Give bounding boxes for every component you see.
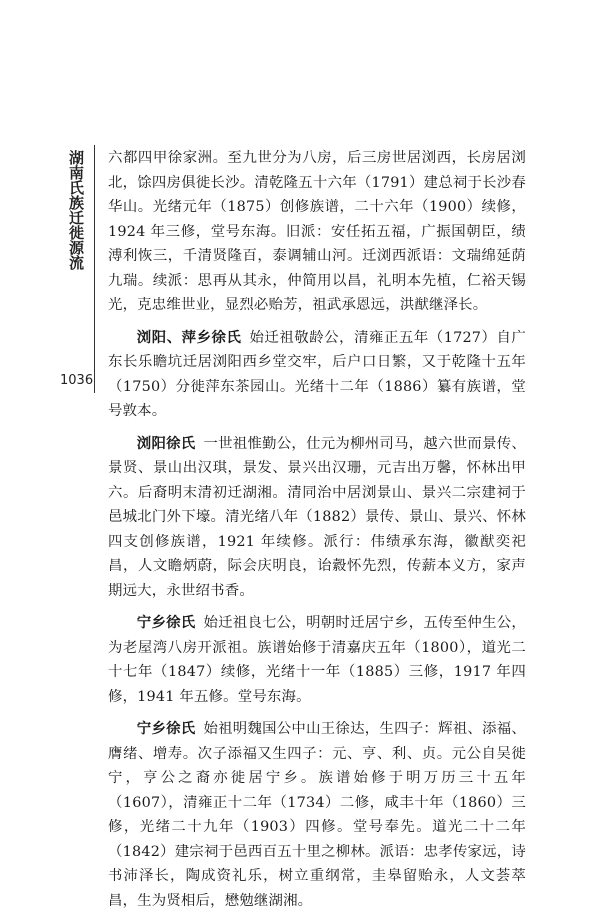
- main-text: [108, 146, 526, 921]
- entry-text: 始祖明魏国公中山王徐达，生四子：辉祖、添福、膺绪、增寿。次子添福又生四子：元、亨、利、贞。元公自吴徙宁，亨公之裔亦徙居宁乡。族谱始修于明万历三十五年（1607），清雍正十二年（1734）二修，咸丰十年（1860）三修，光绪二十九年（1903）四修。堂号奉先。道光二十二年（1842）建宗祠于邑西百五十里之柳林。派语：忠孝传家远，诗书沛泽长，陶成资礼乐，树立重纲常，圭皋留贻永，人文荟萃昌，生为贤相后，懋勉继湖湘。: [108, 721, 526, 909]
- running-section-title: 湖南氏族迁徙源流: [67, 150, 85, 270]
- margin-rule: [94, 145, 95, 393]
- entry-liuyang-xu: [108, 432, 526, 604]
- paragraph-text: 六都四甲徐家洲。至九世分为八房，后三房世居浏西，长房居浏北，馀四房俱徙长沙。清乾隆五十六年（1791）建总祠于长沙春华山。光绪元年（1875）创修族谱，二十六年（1900）续修，1924 年三修，堂号东海。旧派：安任拓五福，广振国朝臣，绩溥利恢三，千清贤隆百，泰调辅山河。迁浏西派语：文瑞绵延荫九瑞。续派：思再从其永，仲简用以昌，礼明本先植，仁裕天锡光，克忠维世业，显烈必贻芳，祖武承恩远，洪猷继泽长。: [108, 150, 526, 313]
- entry-text: 始迁祖良七公，明朝时迁居宁乡，五传至仲生公，为老屋湾八房开派祖。族谱始修于清嘉庆五年（1800），道光二十七年（1847）续修，光绪十一年（1885）三修，1917 年四修，1941 年五修。堂号东海。: [108, 615, 526, 705]
- entry-ningxiang-xu-2: [108, 717, 526, 913]
- entry-heading: 宁乡徐氏: [136, 721, 196, 737]
- entry-heading: 浏阳、萍乡徐氏: [136, 329, 242, 346]
- page-number: 1036: [60, 373, 94, 388]
- entry-text: 始迁祖敬龄公，清雍正五年（1727）自广东长乐瞻坑迁居浏阳西乡堂交牢，后户口日繁，又于乾隆十五年（1750）分徙萍东茶园山。光绪十二年（1886）纂有族谱，堂号敦本。: [108, 329, 527, 419]
- entry-text: 一世祖惟勤公，仕元为柳州司马，越六世而景传、景贤、景山出汉琪，景发、景兴出汉珊，元吉出万馨，怀林出甲六。后裔明末清初迁湖湘。清同治中居浏景山、景兴二宗建祠于邑城北门外下壕。清光绪八年（1882）景传、景山、景兴、怀林四支创修族谱，1921 年续修。派行：伟绩承东海，徽猷奕祀昌，人文瞻炳蔚，际会庆明良，诒縠怀先烈，传薪本义方，家声期远大，永世绍书香。: [108, 435, 526, 599]
- entry-liuyang-pingxiang-xu: [108, 326, 526, 424]
- entry-ningxiang-xu-1: [108, 611, 526, 709]
- entry-heading: 宁乡徐氏: [136, 615, 196, 631]
- entry-heading: 浏阳徐氏: [136, 435, 196, 452]
- paragraph-continued: [108, 146, 526, 318]
